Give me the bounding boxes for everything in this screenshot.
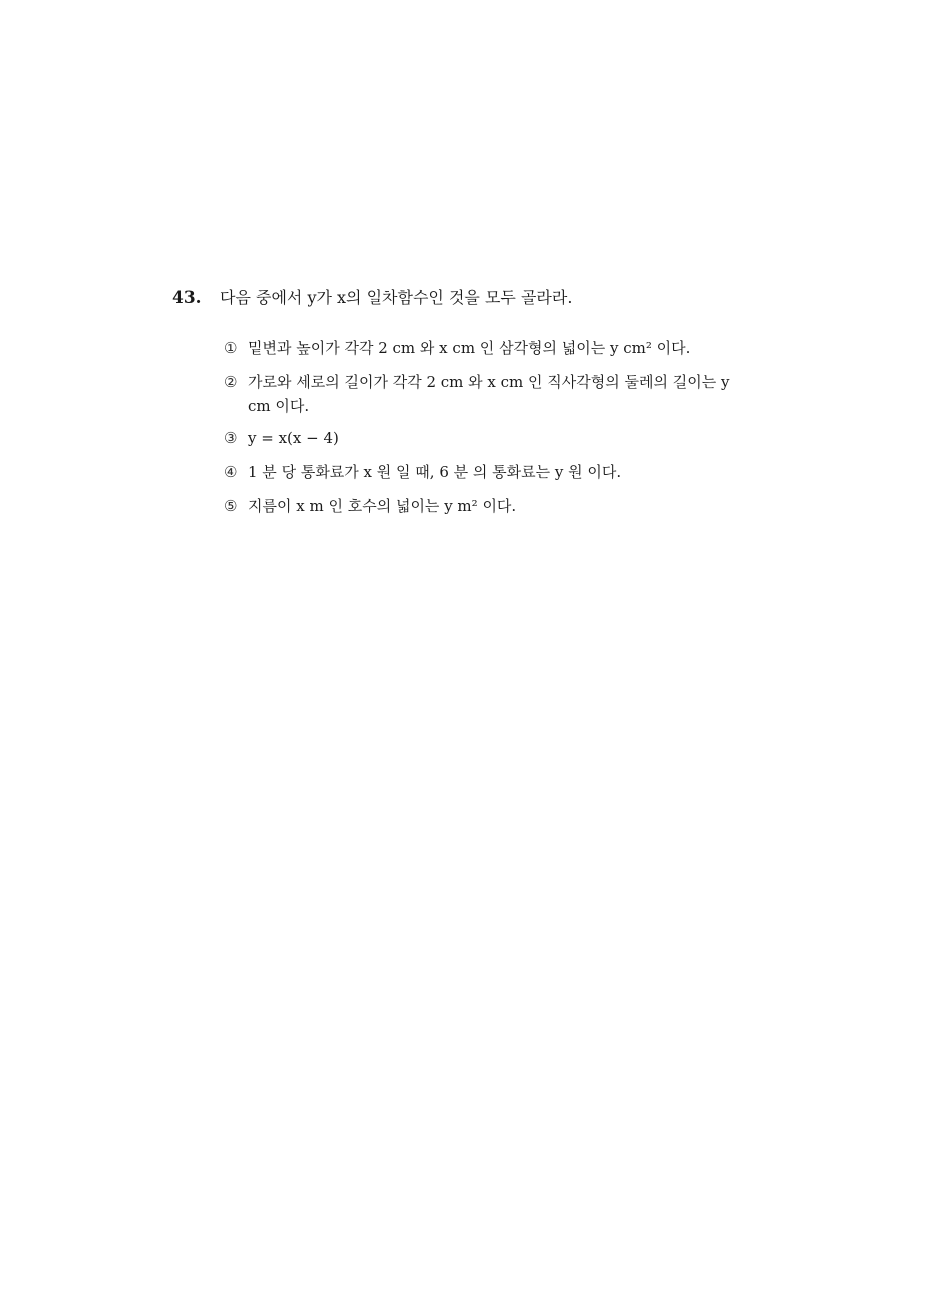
question-prompt: 다음 중에서 y가 x의 일차함수인 것을 모두 골라라.	[220, 288, 573, 307]
choice-text: 밑변과 높이가 각각 2 cm 와 x cm 인 삼각형의 넓이는 y cm² 이다.	[248, 339, 691, 357]
choice-text: 가로와 세로의 길이가 각각 2 cm 와 x cm 인 직사각형의 둘레의 길이는 y cm 이다.	[248, 373, 730, 415]
choice-text: y = x(x − 4)	[248, 429, 339, 447]
choice-marker: ①	[224, 339, 238, 357]
choice-list	[224, 336, 744, 528]
choice-text: 1 분 당 통화료가 x 원 일 때, 6 분 의 통화료는 y 원 이다.	[248, 463, 622, 481]
question-43	[172, 286, 772, 515]
choice-marker: ⑤	[224, 497, 238, 515]
choice-5	[224, 494, 744, 518]
question-number: 43.	[172, 288, 202, 308]
choice-marker: ②	[224, 373, 238, 391]
choice-2	[224, 370, 744, 418]
choice-text: 지름이 x m 인 호수의 넓이는 y m² 이다.	[248, 497, 517, 515]
choice-marker: ③	[224, 429, 238, 447]
choice-4	[224, 460, 744, 484]
question-header	[172, 286, 772, 310]
choice-1	[224, 336, 744, 360]
choice-marker: ④	[224, 463, 238, 481]
choice-3	[224, 426, 744, 450]
